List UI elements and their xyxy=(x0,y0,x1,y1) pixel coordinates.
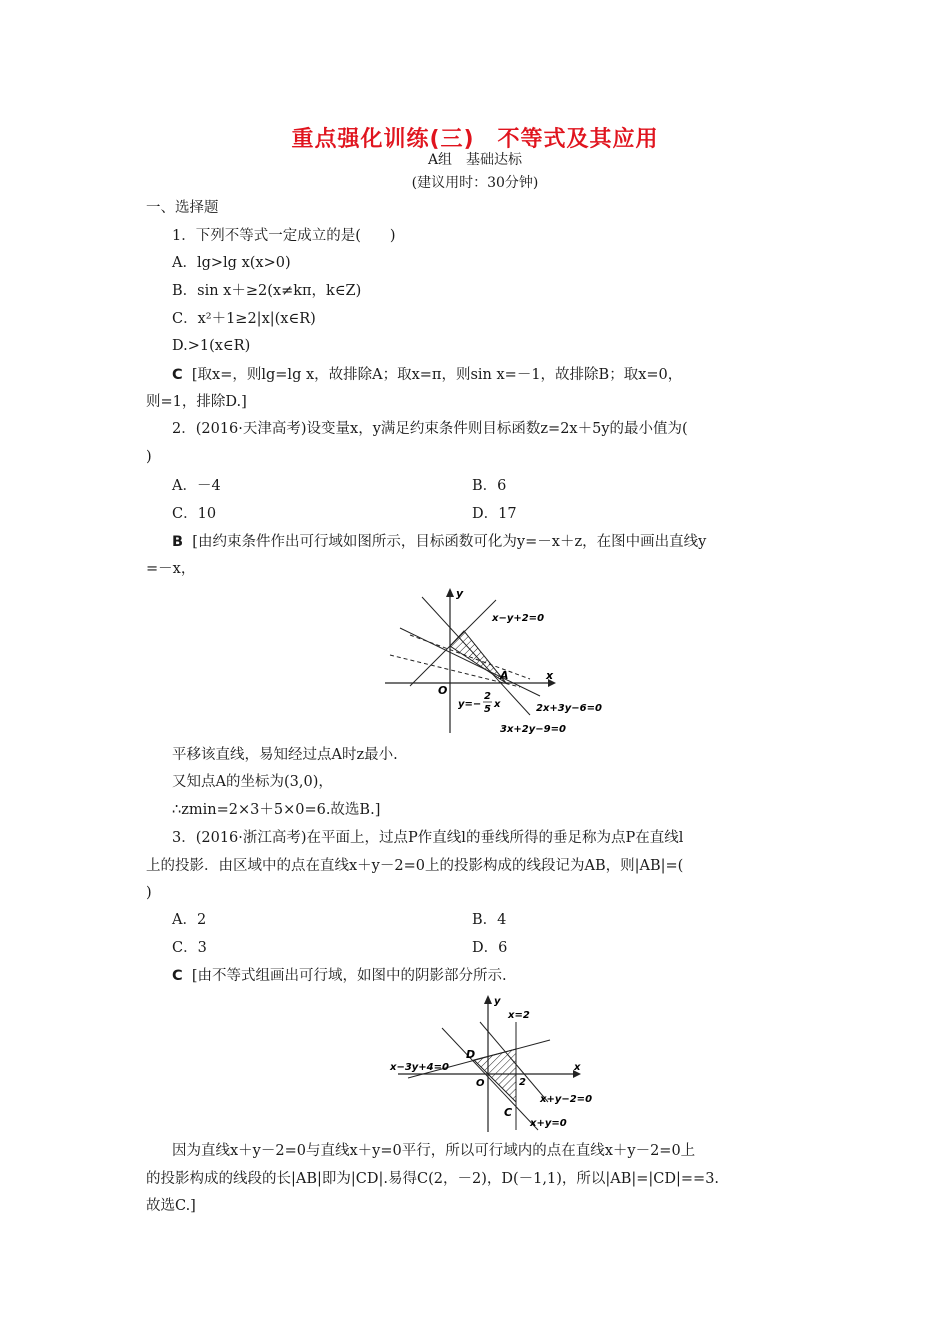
group-subtitle: A组 基础达标 xyxy=(427,152,523,168)
y-axis-arrow xyxy=(484,995,492,1004)
q1-answer-cont: 则=1，排除D.] xyxy=(146,394,247,410)
label-x-equals-2: x=2 xyxy=(508,1010,530,1021)
q3-answer-text: [由不等式组画出可行域，如图中的阴影部分所示. xyxy=(191,968,507,984)
q1-answer-text: [取x=，则lg=lg x，故排除A；取x=π，则sin x=－1，故排除B；取x=0， xyxy=(191,367,683,383)
objective-label-den: 5 xyxy=(484,704,491,715)
q1-option-d: D.>1(x∈R) xyxy=(172,338,251,354)
page-title: 重点强化训练(三) 不等式及其应用 xyxy=(291,127,659,152)
time-hint: (建议用时：30分钟) xyxy=(411,175,539,191)
point-d-label: D xyxy=(466,1048,476,1061)
q2-option-b: B．6 xyxy=(472,478,507,494)
q3-answer-letter: C xyxy=(172,968,183,984)
q3-after-1: 因为直线x＋y－2=0与直线x＋y=0平行，所以可行域内的点在直线x＋y－2=0上 xyxy=(172,1143,696,1159)
y-axis-arrow xyxy=(446,588,454,597)
q3-after-3: 故选C.] xyxy=(146,1198,196,1214)
q2-after-3: ∴zmin=2×3＋5×0=6.故选B.] xyxy=(172,802,381,818)
q2-answer-text: [由约束条件作出可行域如图所示，目标函数可化为y=－x＋z，在图中画出直线y xyxy=(192,534,707,550)
q1-option-b: B．sin x＋≥2(x≠kπ，k∈Z) xyxy=(172,283,362,299)
line1-label: x−y+2=0 xyxy=(492,613,545,624)
point-a-label: A xyxy=(500,669,509,682)
q2-answer xyxy=(172,532,706,552)
point-c-label: C xyxy=(504,1106,513,1119)
q2-after-1: 平移该直线，易知经过点A时z最小. xyxy=(172,747,398,763)
section-heading: 一、选择题 xyxy=(146,200,219,216)
objective-label-prefix: y=− xyxy=(458,699,482,710)
q1-option-c: C．x²＋1≥2|x|(x∈R) xyxy=(172,311,316,327)
q1-answer xyxy=(172,365,682,385)
q3-stem-cont-1: 上的投影．由区域中的点在直线x＋y－2=0上的投影构成的线段记为AB，则|AB|=( xyxy=(146,858,684,874)
feasible-region-figure-2 xyxy=(388,990,598,1135)
y-axis-label: y xyxy=(494,996,501,1007)
line-x-minus-y-plus-2 xyxy=(410,600,496,686)
x-axis-label: x xyxy=(546,669,554,682)
q3-stem: 3．(2016·浙江高考)在平面上，过点P作直线l的垂线所得的垂足称为点P在直线l xyxy=(172,830,684,846)
q3-option-a: A．2 xyxy=(172,912,207,928)
q2-stem-cont: ) xyxy=(146,449,152,465)
line3-label: 3x+2y−9=0 xyxy=(500,724,566,735)
y-axis-label: y xyxy=(456,587,464,600)
q1-answer-letter: C xyxy=(172,367,183,383)
q3-option-c: C．3 xyxy=(172,940,207,956)
line1-label: x−3y+4=0 xyxy=(390,1062,449,1073)
q1-option-a: A．lg>lg x(x>0) xyxy=(172,255,291,271)
objective-label-num: 2 xyxy=(484,691,491,702)
q3-after-2: 的投影构成的线段的长|AB|即为|CD|.易得C(2，－2)，D(－1,1)，所以|AB|=|CD|==3. xyxy=(146,1171,720,1187)
origin-label: O xyxy=(438,684,448,697)
q3-option-b: B．4 xyxy=(472,912,507,928)
q3-answer xyxy=(172,966,507,986)
feasible-region-figure-1 xyxy=(380,583,610,738)
q2-stem: 2．(2016·天津高考)设变量x，y满足约束条件则目标函数z=2x＋5y的最小值为( xyxy=(172,421,688,437)
q3-stem-cont-2: ) xyxy=(146,885,152,901)
line2-label: x+y−2=0 xyxy=(540,1094,593,1105)
q2-after-2: 又知点A的坐标为(3,0)， xyxy=(172,774,333,790)
tick-2-label: 2 xyxy=(519,1077,526,1088)
q2-option-a: A．－4 xyxy=(172,478,221,494)
q2-answer-letter: B xyxy=(172,534,184,550)
line2-label: 2x+3y−6=0 xyxy=(536,703,602,714)
q2-option-c: C．10 xyxy=(172,506,217,522)
objective-label-suffix: x xyxy=(494,699,501,710)
q1-stem: 1．下列不等式一定成立的是( ) xyxy=(172,228,396,244)
q2-answer-cont: =－x， xyxy=(146,561,196,577)
q2-option-d: D．17 xyxy=(472,506,517,522)
q3-option-d: D．6 xyxy=(472,940,508,956)
line3-label: x+y=0 xyxy=(530,1118,567,1129)
x-axis-label: x xyxy=(574,1062,581,1073)
origin-label: O xyxy=(476,1078,485,1089)
